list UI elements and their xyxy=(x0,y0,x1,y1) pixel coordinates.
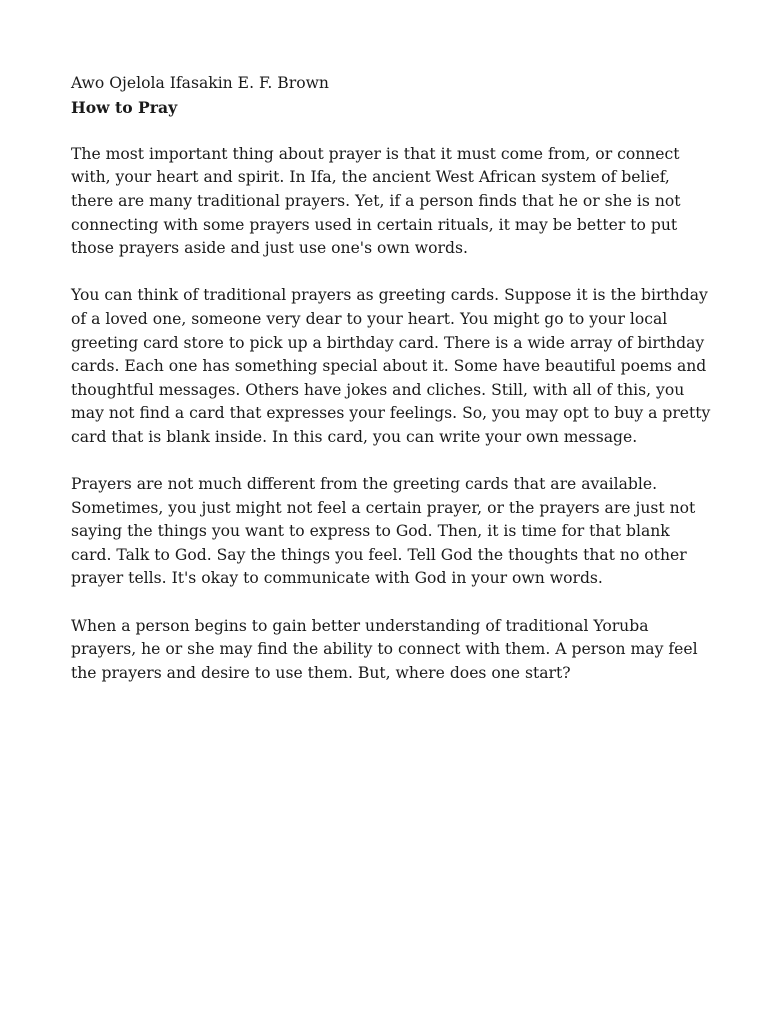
paragraph-2: You can think of traditional prayers as greeting cards. Suppose it is the birthday of a loved one, someone very dear to your heart. You might go to your local greeting card store to pick up a birthday card. There is a wide array of birthday cards. Each one has something special about it. Some have beautiful poems and thoughtful messages. Others have jokes and cliches. Still, with all of this, you may not find a card that expresses your feelings. So, you may opt to buy a pretty card that is blank inside. In this card, you can write your own message. xyxy=(71,286,711,446)
document-title: How to Pray xyxy=(71,97,178,117)
paragraph-3: Prayers are not much different from the greeting cards that are available. Sometimes, you just might not feel a certain prayer, or the prayers are just not saying the things you want to express to God. Then, it is time for that blank card. Talk to God. Say the things you feel. Tell God the thoughts that no other prayer tells. It's okay to communicate with God in your own words. xyxy=(71,475,696,588)
author-line: Awo Ojelola Ifasakin E. F. Brown xyxy=(71,74,329,92)
paragraph-1: The most important thing about prayer is that it must come from, or connect with, your heart and spirit. In Ifa, the ancient West African system of belief, there are many traditional prayers. Yet, if a person finds that he or she is not connecting with some prayers used in certain rituals, it may be better to put those prayers aside and just use one's own words. xyxy=(71,144,681,258)
document-page xyxy=(71,72,711,685)
paragraph-4: When a person begins to gain better understanding of traditional Yoruba prayers, he or she may find the ability to connect with them. A person may feel the prayers and desire to use them. But, where does one start? xyxy=(71,616,698,682)
